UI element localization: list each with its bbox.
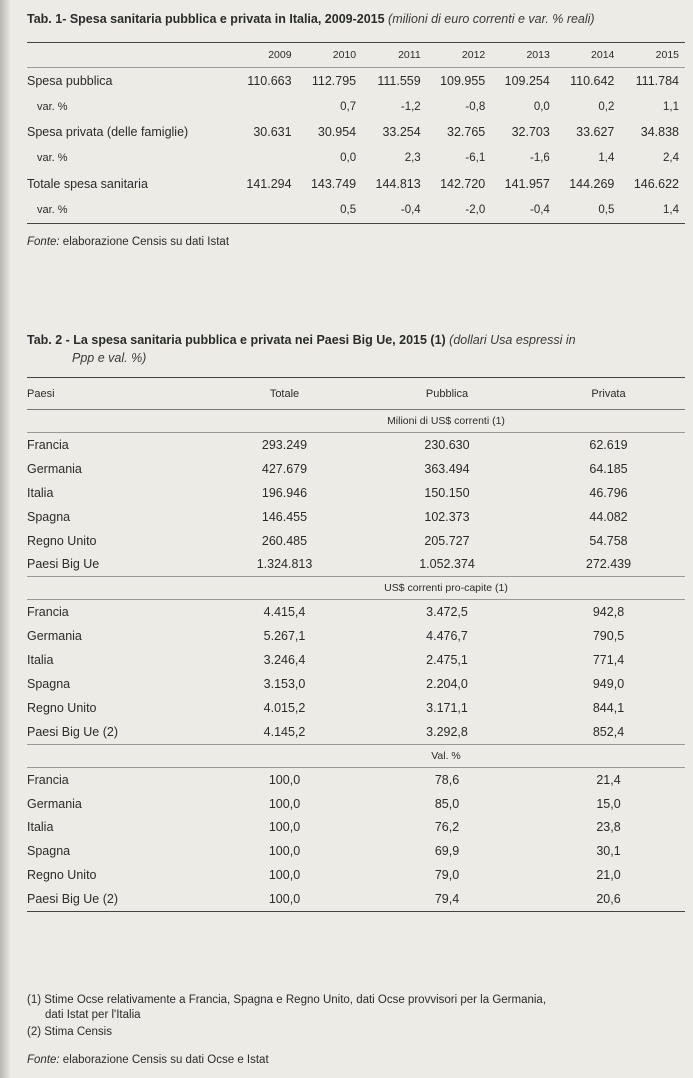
table-row — [27, 171, 685, 197]
source-text: elaborazione Censis su dati Istat — [59, 236, 230, 248]
table-cell: 949,0 — [592, 676, 625, 691]
table-row — [27, 68, 685, 94]
row-label: Regno Unito — [27, 868, 97, 883]
table-cell: 3.292,8 — [362, 720, 532, 744]
table-cell: 150.150 — [424, 485, 470, 500]
table-cell: 109.254 — [491, 68, 556, 94]
row-label: Spagna — [27, 844, 71, 859]
table-cell: 85,0 — [434, 796, 460, 811]
table-row — [27, 552, 685, 576]
table-cell: 2,3 — [404, 152, 421, 165]
header-paesi: Paesi — [27, 378, 207, 410]
table-cell: 32.703 — [511, 125, 550, 140]
row-label: Francia — [27, 772, 69, 787]
table-cell: -0,4 — [491, 197, 556, 223]
row-label: var. % — [27, 197, 233, 223]
table-cell: 1.324.813 — [207, 552, 362, 576]
table-cell: 23,8 — [596, 820, 621, 835]
note-2: (2) Stima Censis — [27, 1026, 112, 1038]
row-label: Italia — [27, 820, 54, 835]
table-cell: 21,4 — [596, 772, 621, 787]
table-row — [27, 815, 685, 839]
table-cell: -1,2 — [400, 100, 421, 113]
table-cell: 100,0 — [268, 796, 301, 811]
source-text: elaborazione Censis su dati Ocse e Istat — [59, 1054, 269, 1066]
table-row — [27, 197, 685, 223]
table-cell: 771,4 — [592, 653, 625, 668]
table-cell: 3.153,0 — [263, 676, 306, 691]
source-label: Fonte: — [27, 1054, 60, 1066]
table-row — [27, 433, 685, 457]
row-label: Regno Unito — [27, 700, 97, 715]
table2-notes — [27, 993, 687, 1042]
table1-year-header: 2014 — [556, 43, 621, 68]
header-privata: Privata — [532, 378, 685, 410]
row-label: Paesi Big Ue (2) — [27, 720, 207, 744]
table-cell: 2.475,1 — [426, 653, 468, 668]
table1-year-header: 2010 — [298, 43, 363, 68]
table-cell: 79,0 — [434, 868, 460, 883]
table-row — [27, 720, 685, 744]
table2-title-units-cont: Ppp e val. %) — [72, 351, 147, 365]
table2-header-row — [27, 378, 685, 410]
table-cell: 21,0 — [596, 868, 621, 883]
table1-year-header: 2013 — [491, 43, 556, 68]
table-cell: 0,0 — [533, 100, 550, 113]
table-cell: 146.622 — [633, 177, 679, 192]
table-cell: 110.663 — [233, 68, 298, 94]
table-cell: 62.619 — [589, 437, 628, 452]
table-cell — [233, 197, 298, 223]
table-cell: 110.642 — [556, 68, 621, 94]
table-cell: 1.052.374 — [362, 552, 532, 576]
table-cell: -2,0 — [427, 197, 492, 223]
table-cell: 852,4 — [532, 720, 685, 744]
row-label: var. % — [37, 152, 68, 165]
subtitle-spacer — [27, 744, 207, 767]
table-cell: 363.494 — [424, 461, 470, 476]
table-cell: 100,0 — [268, 772, 301, 787]
row-label: Spesa pubblica — [27, 68, 233, 94]
section-subtitle-row — [27, 410, 685, 433]
table-cell: 69,9 — [434, 844, 460, 859]
table-cell: 1,4 — [620, 197, 685, 223]
table-cell: 4.476,7 — [426, 629, 468, 644]
section-subtitle: US$ correnti pro-capite (1) — [207, 577, 685, 600]
table-cell: 4.015,2 — [263, 700, 306, 715]
subtitle-spacer — [27, 410, 207, 433]
table-row — [27, 120, 685, 146]
table-row — [27, 94, 685, 120]
note-1-line2: dati Istat per l'Italia — [45, 1009, 141, 1021]
table-row — [27, 767, 685, 791]
table-row — [27, 696, 685, 720]
table-cell: 143.749 — [310, 177, 357, 192]
table-cell: 0,0 — [340, 152, 357, 165]
table-cell: 76,2 — [434, 820, 460, 835]
table-cell: 112.795 — [298, 68, 363, 94]
table-cell: 2.204,0 — [426, 676, 468, 691]
row-label: Francia — [27, 437, 69, 452]
table-cell: 1,1 — [663, 100, 679, 113]
table-cell: 427.679 — [261, 461, 308, 476]
table1-year-header: 2015 — [620, 43, 685, 68]
table-cell: 30,1 — [596, 844, 621, 859]
section-subtitle-row — [27, 744, 685, 767]
table-row — [27, 839, 685, 863]
table2-source — [27, 1054, 269, 1066]
table-cell: 0,2 — [598, 100, 615, 113]
table-cell: 111.784 — [620, 68, 685, 94]
table-cell: 3.171,1 — [426, 700, 468, 715]
note-1-line1: (1) Stime Ocse relativamente a Francia, Spagna e Regno Unito, dati Ocse provvisori per la Germania, — [27, 994, 547, 1006]
table-cell: 44.082 — [589, 509, 628, 524]
table-cell: 4.145,2 — [207, 720, 362, 744]
row-label: Paesi Big Ue (2) — [27, 887, 207, 911]
table-cell: 109.955 — [427, 68, 492, 94]
table-row — [27, 600, 685, 624]
table-cell: 196.946 — [261, 485, 308, 500]
table-cell: 146.455 — [261, 509, 308, 524]
table-cell: 32.765 — [447, 125, 486, 140]
table-cell: 15,0 — [596, 796, 621, 811]
table-cell: 3.246,4 — [263, 653, 306, 668]
row-label: Italia — [27, 653, 54, 668]
table1-year-header: 2012 — [427, 43, 492, 68]
table-row — [27, 145, 685, 171]
table1-header-row — [27, 43, 685, 68]
table-cell: 111.559 — [362, 68, 427, 94]
row-label: Paesi Big Ue — [27, 552, 207, 576]
row-label: Germania — [27, 461, 82, 476]
table-row — [27, 648, 685, 672]
table1-title-main: Tab. 1- Spesa sanitaria pubblica e privata in Italia, 2009-2015 — [27, 12, 385, 26]
table-row — [27, 792, 685, 816]
table1-year-header: 2011 — [362, 43, 427, 68]
table-cell: 0,5 — [556, 197, 621, 223]
section-subtitle-row — [27, 577, 685, 600]
table-row — [27, 457, 685, 481]
row-label: Regno Unito — [27, 533, 97, 548]
table-cell: 0,5 — [298, 197, 363, 223]
table-row — [27, 529, 685, 553]
table-cell: 46.796 — [589, 485, 628, 500]
header-totale: Totale — [207, 378, 362, 410]
section-subtitle: Val. % — [207, 744, 685, 767]
table-cell: 100,0 — [268, 868, 301, 883]
row-label: Spesa privata (delle famiglie) — [27, 125, 189, 140]
table-cell — [233, 145, 298, 171]
table-cell: 78,6 — [434, 772, 460, 787]
table-cell: 79,4 — [362, 887, 532, 911]
row-label: Germania — [27, 629, 82, 644]
table-cell: -0,8 — [465, 100, 486, 113]
table-cell: 2,4 — [663, 152, 679, 165]
page-binding-edge — [0, 0, 10, 1078]
row-label: Germania — [27, 796, 82, 811]
table-row — [27, 624, 685, 648]
row-label: Spagna — [27, 509, 71, 524]
table-cell: 844,1 — [592, 700, 625, 715]
subtitle-spacer — [27, 577, 207, 600]
row-label: Francia — [27, 605, 69, 620]
table1-year-header: 2009 — [233, 43, 298, 68]
table-cell: 100,0 — [268, 820, 301, 835]
table-cell: 272.439 — [532, 552, 685, 576]
table-cell: 4.415,4 — [263, 605, 306, 620]
row-label: Spagna — [27, 676, 71, 691]
table2-title-main: Tab. 2 - La spesa sanitaria pubblica e privata nei Paesi Big Ue, 2015 (1) — [27, 333, 446, 347]
header-pubblica: Pubblica — [362, 378, 532, 410]
table-cell: -1,6 — [529, 152, 550, 165]
table-cell: 790,5 — [592, 629, 625, 644]
table-row — [27, 672, 685, 696]
table-cell: 30.631 — [253, 125, 292, 140]
table2-title — [27, 331, 687, 367]
table-cell: 102.373 — [424, 509, 470, 524]
table1-title-units: (milioni di euro correnti e var. % reali) — [388, 12, 595, 26]
table-cell: 144.813 — [375, 177, 421, 192]
table-cell: 33.627 — [576, 125, 615, 140]
table-cell: 20,6 — [532, 887, 685, 911]
table-cell: 144.269 — [569, 177, 615, 192]
table-cell — [233, 94, 298, 120]
table1-source — [27, 236, 229, 248]
row-label: Italia — [27, 485, 54, 500]
table1-title — [27, 10, 687, 28]
table-cell: 141.294 — [246, 177, 292, 192]
table-cell: 34.838 — [640, 125, 679, 140]
table-row — [27, 863, 685, 887]
table-cell: -6,1 — [465, 152, 486, 165]
table2 — [27, 377, 685, 912]
table-cell: 5.267,1 — [263, 629, 306, 644]
table-cell: 3.472,5 — [426, 605, 468, 620]
table-cell: 293.249 — [261, 437, 308, 452]
table-row — [27, 481, 685, 505]
table-cell: 142.720 — [440, 177, 486, 192]
table-cell: 0,7 — [340, 100, 357, 113]
row-label: var. % — [37, 100, 68, 113]
note-1 — [27, 993, 687, 1023]
table-cell: -0,4 — [362, 197, 427, 223]
table-cell: 1,4 — [598, 152, 615, 165]
table-cell: 230.630 — [424, 437, 470, 452]
table-cell: 100,0 — [207, 887, 362, 911]
table-cell: 64.185 — [589, 461, 628, 476]
table-cell: 260.485 — [261, 533, 308, 548]
table1 — [27, 42, 685, 224]
table-cell: 942,8 — [592, 605, 625, 620]
table-cell: 205.727 — [424, 533, 470, 548]
table-cell: 100,0 — [268, 844, 301, 859]
section-subtitle: Milioni di US$ correnti (1) — [207, 410, 685, 433]
table2-title-units: (dollari Usa espressi in — [449, 333, 576, 347]
source-label: Fonte: — [27, 236, 60, 248]
table-cell: 30.954 — [317, 125, 357, 140]
table-cell: 33.254 — [382, 125, 421, 140]
table1-header-label — [27, 43, 233, 68]
row-label: Totale spesa sanitaria — [27, 177, 148, 192]
table-cell: 54.758 — [589, 533, 628, 548]
table-row — [27, 505, 685, 529]
table-cell: 141.957 — [504, 177, 550, 192]
table-row — [27, 887, 685, 911]
